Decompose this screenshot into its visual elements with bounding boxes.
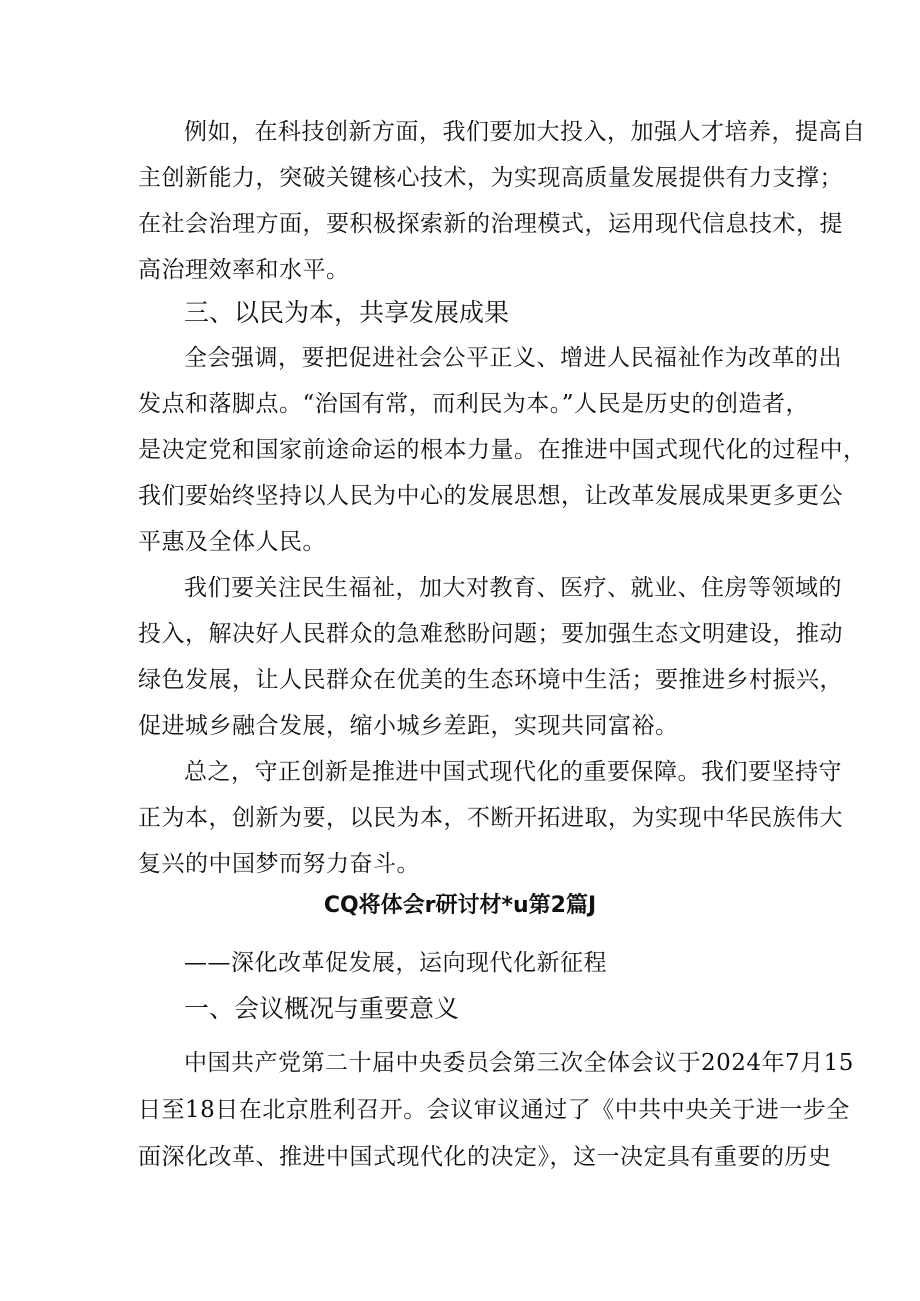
paragraph-line: 全会强调，要把促进社会公平正义、增进人民福祉作为改革的出 <box>184 345 842 371</box>
paragraph-line: 中国共产党第二十届中央委员会第三次全体会议于2024年7月15 <box>184 1050 854 1076</box>
paragraph-line: 促进城乡融合发展，缩小城乡差距，实现共同富裕。 <box>138 713 679 739</box>
paragraph-line: 在社会治理方面，要积极探索新的治理模式，运用现代信息技术，提 <box>138 211 843 237</box>
paragraph-line: 我们要关注民生福祉，加大对教育、医疗、就业、住房等领域的 <box>184 575 842 601</box>
paragraph-line: 复兴的中国梦而努力奋斗。 <box>138 851 420 877</box>
section-heading: 三、以民为本，共享发展成果 <box>184 298 510 327</box>
paragraph-line: 主创新能力，突破关键核心技术，为实现高质量发展提供有力支撑； <box>138 165 843 191</box>
paragraph-line: 投入，解决好人民群众的急难愁盼问题；要加强生态文明建设，推动 <box>138 621 843 647</box>
paragraph-line: 平惠及全体人民。 <box>138 529 326 555</box>
paragraph-line: 例如，在科技创新方面，我们要加大投入，加强人才培养，提高自 <box>184 119 866 145</box>
article-title: CQ将体会r研讨材*u第2篇J <box>323 893 597 918</box>
paragraph-line: 我们要始终坚持以人民为中心的发展思想，让改革发展成果更多更公 <box>138 483 843 509</box>
paragraph-line: 绿色发展，让人民群众在优美的生态环境中生活；要推进乡村振兴， <box>138 667 843 693</box>
paragraph-line: 高治理效率和水平。 <box>138 257 350 283</box>
paragraph-line: 正为本，创新为要，以民为本，不断开拓进取，为实现中华民族伟大 <box>138 805 843 831</box>
paragraph-line: 总之，守正创新是推进中国式现代化的重要保障。我们要坚持守 <box>184 759 842 785</box>
article-subtitle: ——深化改革促发展，运向现代化新征程 <box>184 950 607 976</box>
paragraph-line: 面深化改革、推进中国式现代化的决定》，这一决定具有重要的历史 <box>138 1144 832 1170</box>
section-heading: 一、会议概况与重要意义 <box>184 994 460 1023</box>
paragraph-line: 是决定党和国家前途命运的根本力量。在推进中国式现代化的过程中， <box>138 437 867 463</box>
paragraph-line: 发点和落脚点。“治国有常，而利民为本。”人民是历史的创造者， <box>138 391 810 417</box>
paragraph-line: 日至18日在北京胜利召开。会议审议通过了《中共中央关于进一步全 <box>138 1097 850 1123</box>
